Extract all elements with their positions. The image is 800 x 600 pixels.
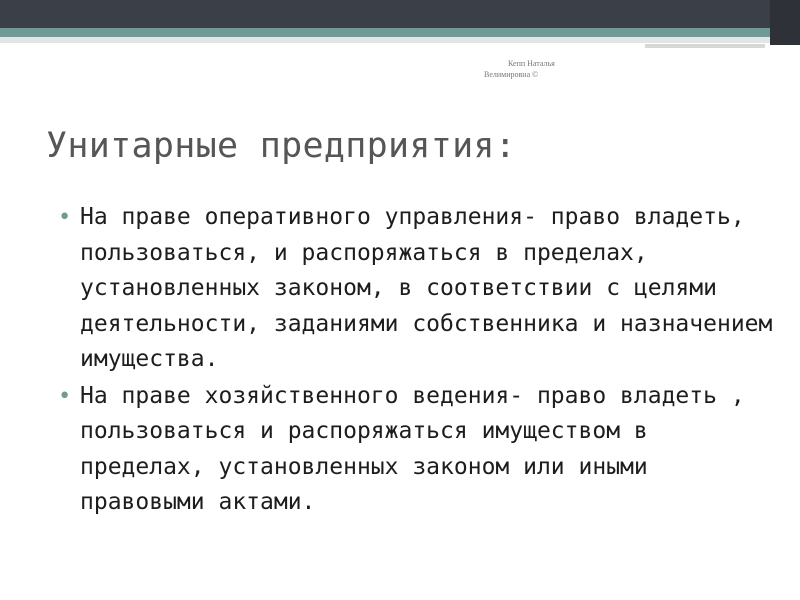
- author-patronymic: Велимировна ©: [484, 70, 539, 79]
- bullet-text: На праве хозяйственного ведения- право владеть , пользоваться и распоряжаться имуществом в пределах, установленных законом или иными правовыми актами.: [80, 382, 745, 515]
- bullet-list: [58, 200, 778, 522]
- bullet-text: На праве оперативного управления- право владеть, пользоваться, и распоряжаться в пределах, установленных законом, в соответствии с целями деятельности, заданиями собственника и назначением имущества.: [80, 204, 773, 372]
- bullet-icon: •: [58, 205, 72, 230]
- author-name: Кепп Наталья: [508, 59, 555, 68]
- header-stripe-light: [0, 37, 800, 43]
- header-rule: [645, 44, 765, 48]
- bullet-item-operative-management: [58, 200, 778, 378]
- bullet-icon: •: [58, 383, 72, 409]
- header-bar: [0, 0, 800, 28]
- bullet-item-economic-management: [58, 379, 778, 521]
- author-credit: [484, 58, 604, 80]
- header-stripe: [0, 28, 800, 37]
- slide-title: Унитарные предприятия:: [46, 126, 517, 166]
- header-edge-accent: [770, 0, 800, 45]
